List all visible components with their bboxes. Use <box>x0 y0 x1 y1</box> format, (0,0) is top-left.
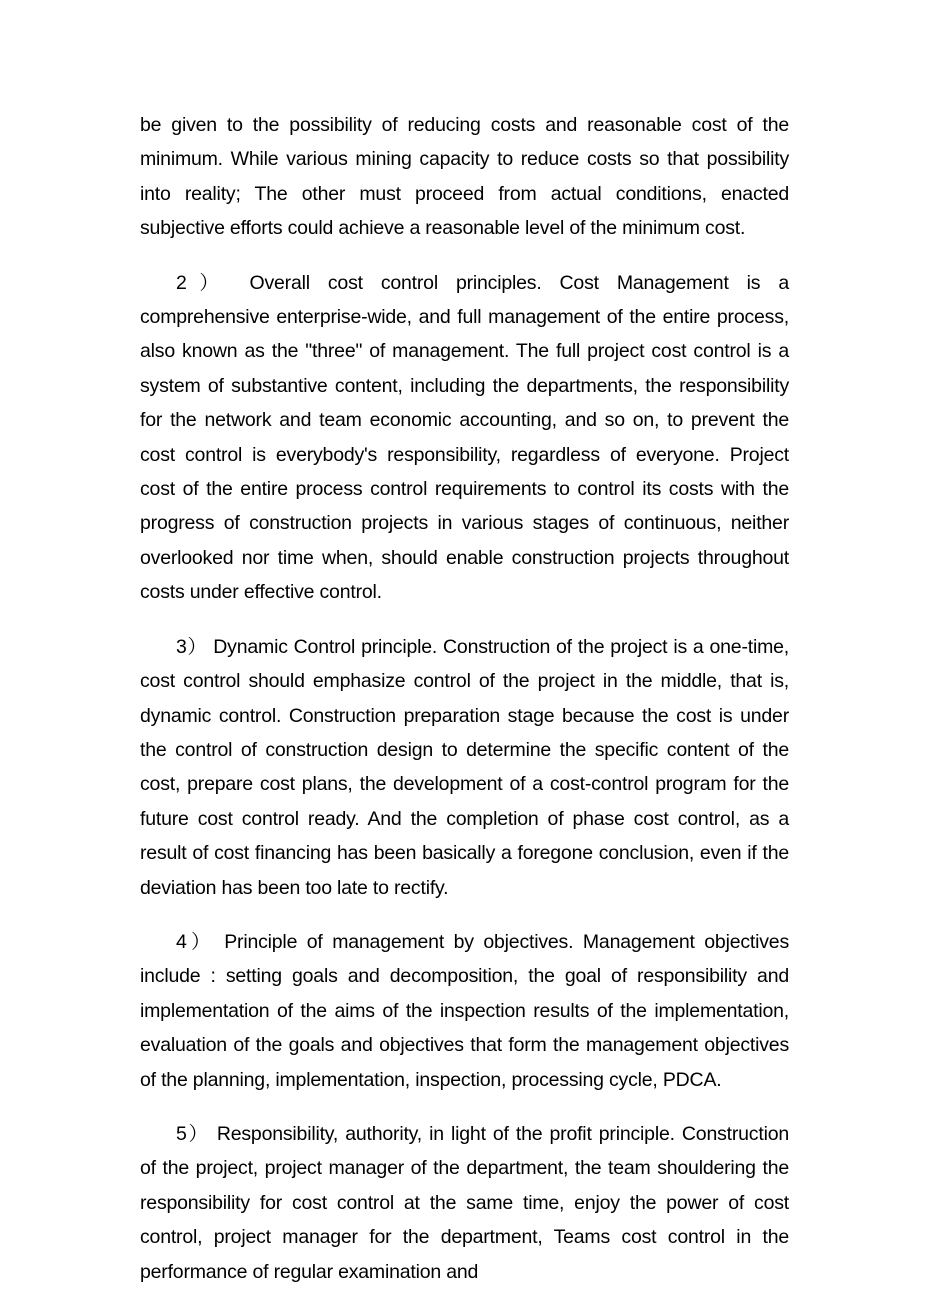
text-block <box>140 108 789 1289</box>
paragraph-principle-4: 4） Principle of management by objectives. Management objectives include : setting goals and decomposition, the goal of responsibility and implementation of the aims of the inspection results of the implementation, evaluation of the goals and objectives that form the management objectives of the planning, implementation, inspection, processing cycle, PDCA. <box>140 930 789 1091</box>
paragraph-principle-2: 2） Overall cost control principles. Cost Management is a comprehensive enterprise-wide, and full management of the entire process, also known as the "three" of management. The full project cost control is a system of substantive content, including the departments, the responsibility for the network and team economic accounting, and so on, to prevent the cost control is everybody's responsibility, regardless of everyone. Project cost of the entire process control requirements to control its costs with the progress of construction projects in various stages of continuous, neither overlooked nor time when, should enable construction projects throughout costs under effective control. <box>140 271 789 604</box>
paragraph-principle-5: 5） Responsibility, authority, in light of the profit principle. Construction of the project, project manager of the department, the team shouldering the responsibility for cost control at the same time, enjoy the power of cost control, project manager for the department, Teams cost control in the performance of regular examination and <box>140 1122 789 1283</box>
paragraph-continuation: be given to the possibility of reducing costs and reasonable cost of the minimum. While various mining capacity to reduce costs so that possibility into reality; The other must proceed from actual conditions, enacted subjective efforts could achieve a reasonable level of the minimum cost. <box>140 114 789 240</box>
paragraph-principle-3: 3） Dynamic Control principle. Construction of the project is a one-time, cost control should emphasize control of the project in the middle, that is, dynamic control. Construction preparation stage because the cost is under the control of construction design to determine the specific content of the cost, prepare cost plans, the development of a cost-control program for the future cost control ready. And the completion of phase cost control, as a result of cost financing has been basically a foregone conclusion, even if the deviation has been too late to rectify. <box>140 635 789 899</box>
